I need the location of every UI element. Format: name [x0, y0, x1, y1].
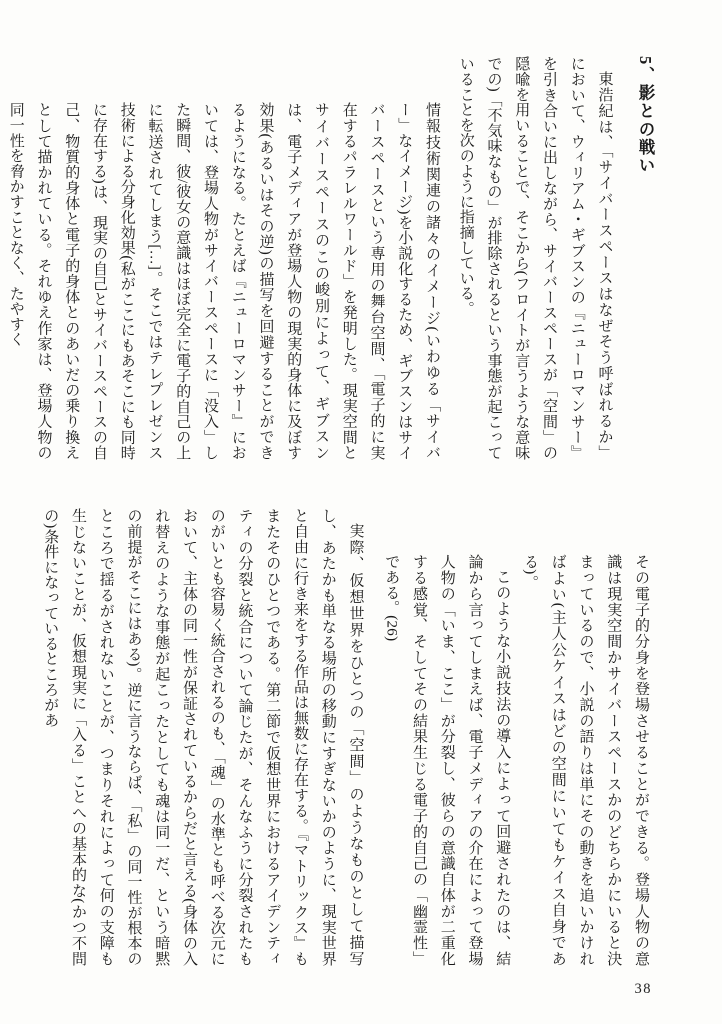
top-text-block [7, 56, 660, 460]
quote-paragraph-2: このような小説技法の導入によって回避されたのは、結論から言ってしまえば、電子メディアの介在によって登場人物の「いま、ここ」が分裂し、彼らの意識自体が二重化する感覚、そしてその結果生じる電子的自己の「幽霊性」である。(26) [383, 554, 511, 966]
section-heading: 5、影との戦い [636, 56, 655, 175]
bottom-text-block [42, 508, 660, 966]
body-paragraph: 実際、仮想世界をひとつの「空間」のようなものとして描写し、あたかも単なる場所の移動にすぎないかのように、現実世界と自由に行き来をする作品は無数に存在する。『マトリックス』もまたそのひとつである。第二節で仮想世界におけるアイデンティティの分裂と統合について論じたが、そんなふうに分裂されたものがいとも容易く統合されるのも、「魂」の水準とも呼べる次元において、主体の同一性が保証されているからだと言える(身体の入れ替えのような事態が起こったとしても魂は同一だ、という暗黙の前提がそこにはある)。逆に言うならば、「私」の同一性が根本のところで揺るがされないことが、つまりそれによって何の支障も生じないことが、仮想現実に「入る」ことへの基本的な(かつ不問の)条件になっているところがあ [42, 508, 364, 966]
quote-paragraph-1: 情報技術関連の諸々のイメージ(いわゆる「サイバー」なイメージ)を小説化するため、ギブスンはサイバースペースという専用の舞台空間、「電子的に実在するパラレルワールド」を発明した。現実空間とサイバースペースのこの峻別によって、ギブスンは、電子メディアが登場人物の現実的身体に及ぼす効果(あるいはその逆)の描写を回避することができるようになる。たとえば『ニューロマンサー』においては、登場人物がサイバースペースに「没入」した瞬間、彼/彼女の意識はほぼ完全に電子的自己の上に転送されてしまう[…]。そこではテレプレゼンス技術による分身化効果(私がここにもあそこにも同時に存在する)は、現実の自己とサイバースペースの自己、物質的身体と電子的身体とのあいだの乗り換えとして描かれている。それゆえ作家は、登場人物の同一性を脅かすことなく、たやすく [7, 102, 440, 460]
intro-paragraph: 東浩紀は、「サイバースペースはなぜそう呼ばれるか」において、ウィリアム・ギブスンの『ニューロマンサー』を引き合いに出しながら、サイバースペースが「空間」の隠喩を用いることで、そこから(フロイトが言うような意味での)「不気味なもの」が排除されるという事態が起こっていることを次のように指摘している。 [457, 56, 613, 460]
blockquote-bottom [377, 554, 655, 966]
page-number: 38 [634, 981, 652, 997]
quote-paragraph-continued: その電子的分身を登場させることができる。登場人物の意識は現実空間かサイバースペースかのどちらかにいると決まっているので、小説の語りは単にその動きを追いかければよい(主人公ケイスはどの空間にいてもケイス自身である)。 [522, 554, 649, 966]
blockquote-top [1, 102, 445, 460]
